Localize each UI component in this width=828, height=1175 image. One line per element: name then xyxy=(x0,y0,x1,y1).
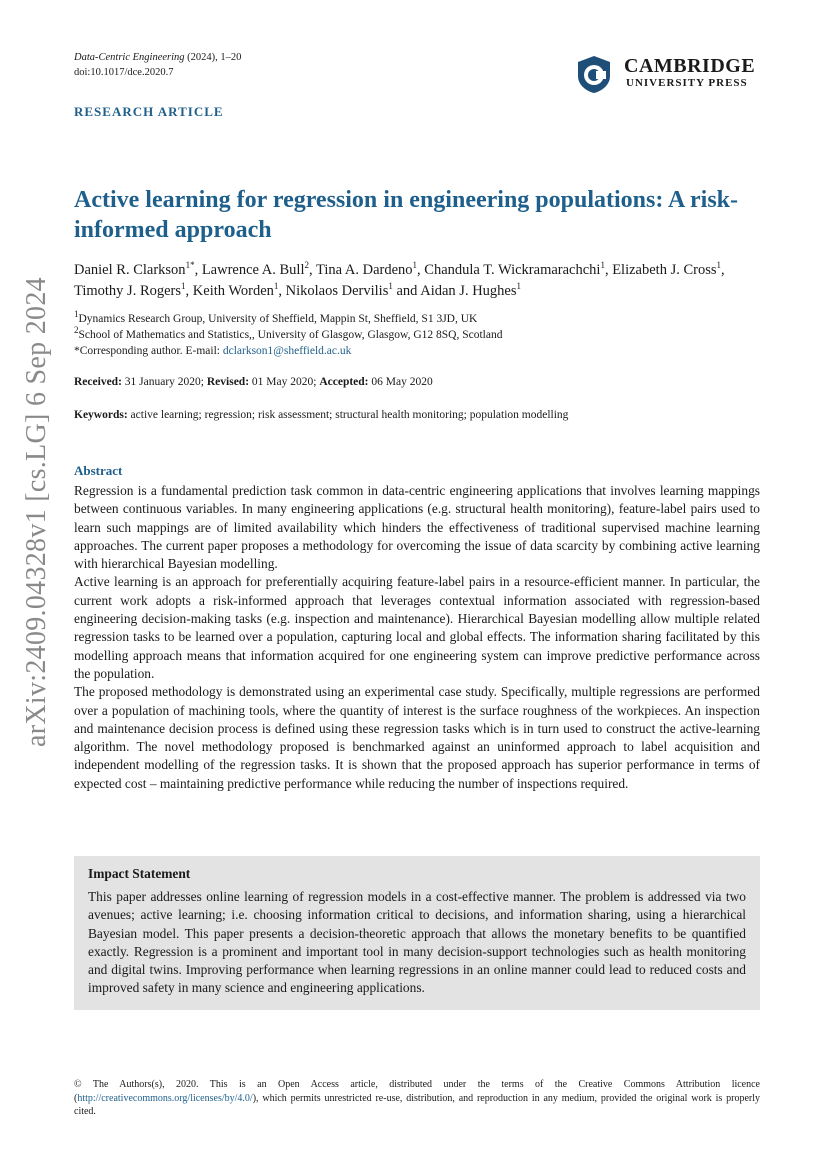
impact-statement-title: Impact Statement xyxy=(88,866,191,881)
license-link[interactable]: http://creativecommons.org/licenses/by/4.0/ xyxy=(77,1092,253,1104)
author-separator: , xyxy=(604,262,613,278)
author-list xyxy=(74,260,774,302)
author-name: Tina A. Dardeno xyxy=(316,262,413,278)
journal-year-pages: (2024), 1–20 xyxy=(184,52,242,63)
author-separator: and xyxy=(392,283,421,299)
publisher-subname: UNIVERSITY PRESS xyxy=(626,77,748,89)
keywords-label: Keywords: xyxy=(74,409,128,421)
cambridge-shield-icon xyxy=(574,54,614,94)
arxiv-identifier: arXiv:2409.04328v1 [cs.LG] 6 Sep 2024 xyxy=(21,277,52,747)
author-name: Nikolaos Dervilis xyxy=(285,283,389,299)
publisher-logo xyxy=(574,54,764,94)
abstract-body xyxy=(74,482,760,793)
abstract-paragraph-1: Regression is a fundamental prediction task common in data-centric engineering applications that involves learning mappings between continuous variables. In many engineering applications (e.g. structural health monitoring), feature-label pairs used to learn such mappings are of limited availability which hinders the effectiveness of traditional supervised machine learning approaches. The current paper proposes a methodology for overcoming the issue of data scarcity by combining active learning with hierarchical Bayesian modelling. xyxy=(74,483,760,572)
article-type: RESEARCH ARTICLE xyxy=(74,104,224,119)
author-affiliation-marker: 1 xyxy=(600,260,605,271)
author-affiliation-marker: 1 xyxy=(516,281,522,292)
author-separator: , xyxy=(721,262,725,278)
keywords xyxy=(74,409,774,421)
journal-doi: doi:10.1017/dce.2020.7 xyxy=(74,67,174,78)
abstract-paragraph-2: Active learning is an approach for preferentially acquiring feature-label pairs in a resource-efficient manner. In particular, the current work adopts a risk-informed approach that leverages contextual information associated with regression-based engineering decision-making tasks (e.g. inspection and maintenance). Hierarchical Bayesian modelling allow multiple related regression tasks to be learned over a population, capturing local and global effects. The information sharing facilitated by this modelling approach means that information acquired for one engineering system can improve predictive performance across the population. xyxy=(74,574,760,681)
abstract-paragraph-3: The proposed methodology is demonstrated using an experimental case study. Specifically, multiple regressions are performed over a population of machining tools, where the quantity of interest is the surface roughness of the workpieces. An inspection and maintenance decision process is defined using these regression tasks which is in turn used to construct the active-learning algorithm. The novel methodology proposed is benchmarked against an uninformed approach to label acquisition and independent modelling of the regression tasks. It is shown that the proposed approach has superior performance in terms of expected cost – maintaining predictive performance while reducing the number of inspections required. xyxy=(74,684,760,791)
author-name: Aidan J. Hughes xyxy=(420,283,517,299)
author-separator: , xyxy=(309,262,316,278)
received-date: 31 January 2020; xyxy=(121,376,207,388)
affiliations xyxy=(74,311,774,359)
corresponding-author: *Corresponding author. E-mail: dclarkson1@sheffield.ac.uk xyxy=(74,345,352,357)
journal-info xyxy=(74,50,241,80)
author-affiliation-marker: 1 xyxy=(181,281,186,292)
author-name: Timothy J. Rogers xyxy=(74,283,182,299)
journal-name: Data-Centric Engineering xyxy=(74,52,185,63)
author-separator: , xyxy=(278,283,286,299)
impact-statement-box xyxy=(74,856,760,1010)
author-name: Elizabeth J. Cross xyxy=(612,262,717,278)
author-affiliation-marker: 1 xyxy=(388,281,393,292)
author-separator: , xyxy=(417,262,425,278)
abstract-heading: Abstract xyxy=(74,463,123,478)
affiliation-2: $^2$School of Mathematics and Statistics,, University of Glasgow, Glasgow, G12 8SQ, Scotland xyxy=(74,325,503,341)
affiliation-1: $^1$Dynamics Research Group, University of Sheffield, Mappin St, Sheffield, S1 3JD, UK xyxy=(74,309,478,325)
revised-date: 01 May 2020; xyxy=(249,376,320,388)
author-affiliation-marker: 1* xyxy=(185,260,195,271)
keywords-text: active learning; regression; risk assessment; structural health monitoring; population modelling xyxy=(127,409,569,421)
author-affiliation-marker: 1 xyxy=(716,260,722,271)
accepted-label: Accepted: xyxy=(319,376,369,388)
revised-label: Revised: xyxy=(206,376,250,388)
impact-statement-text: This paper addresses online learning of regression models in a cost-effective manner. The problem is addressed via two avenues; active learning; i.e. choosing information critical to decisions, and information sharing, using a hierarchical Bayesian model. This paper presents a decision-theoretic approach that allows the monetary benefits to be quantified exactly. Regression is a prominent and important tool in many decision-support technologies such as health monitoring and digital twins. Improving performance when learning regressions in an online manner could lead to reduced costs and improved safety in many science and engineering applications. xyxy=(88,889,746,996)
author-name: Keith Worden xyxy=(192,283,274,299)
author-name: Chandula T. Wickramarachchi xyxy=(424,262,601,278)
author-affiliation-marker: 1 xyxy=(412,260,418,271)
arxiv-side-stamp xyxy=(21,212,52,812)
accepted-date: 06 May 2020 xyxy=(368,376,433,388)
license-footer xyxy=(74,1078,760,1119)
publisher-name: CAMBRIDGE xyxy=(624,55,756,77)
license-text-before: © The Authors(s), 2020. This is an Open Access article, distributed under the terms of the Creative Commons Attribution licence ( xyxy=(74,1079,760,1104)
received-label: Received: xyxy=(74,376,122,388)
journal-citation xyxy=(74,50,241,65)
publication-dates xyxy=(74,376,433,388)
author-separator: , xyxy=(185,283,193,299)
corresponding-email-link[interactable]: dclarkson1@sheffield.ac.uk xyxy=(222,345,352,357)
author-name: Lawrence A. Bull xyxy=(201,262,305,278)
author-affiliation-marker: 1 xyxy=(273,281,279,292)
paper-title: Active learning for regression in engineering populations: A risk-informed approach xyxy=(74,187,739,243)
license-text-after: ), which permits unrestricted re-use, distribution, and reproduction in any medium, provided the original work is properly cited. xyxy=(74,1092,760,1117)
author-name: Daniel R. Clarkson xyxy=(74,262,186,278)
author-affiliation-marker: 2 xyxy=(304,260,309,271)
author-separator: , xyxy=(194,262,202,278)
